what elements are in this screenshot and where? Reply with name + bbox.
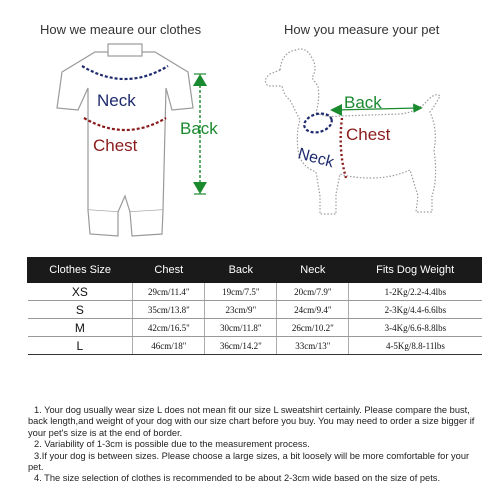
weight-cell: 4-5Kg/8.8-11lbs [349,337,482,355]
header-neck: Neck [277,258,349,283]
header-clothes-size: Clothes Size [28,258,133,283]
chest-cell: 42cm/16.5" [133,319,205,337]
clothes-neck-label: Neck [97,91,136,110]
note-2: 2. Variability of 1-3cm is possible due to the measurement process. [34,439,310,450]
header-back: Back [205,258,277,283]
size-cell: L [28,337,133,355]
note-3: 3.If your dog is between sizes. Please choose a large sizes, a bit loosely will be more comfortable for your pet. [28,450,470,473]
pet-back-label: Back [344,93,382,112]
neck-cell: 33cm/13" [277,337,349,355]
clothes-back-label: Back [180,119,218,138]
header-chest: Chest [133,258,205,283]
note-1: 1. Your dog usually wear size L does not mean fit our size L sweatshirt certainly. Please compare the bust, back length,and weight of your dog with our size chart before you buy. You may need to order a size bigger if your pet's size is at the end of border. [28,405,475,438]
table-row [28,283,482,301]
chest-cell: 46cm/18" [133,337,205,355]
back-cell: 19cm/7.5" [205,283,277,301]
table-row [28,301,482,319]
back-cell: 30cm/11.8" [205,319,277,337]
pet-chest-label: Chest [346,125,391,144]
pet-neck-label: Neck [295,145,336,172]
back-cell: 36cm/14.2" [205,337,277,355]
sweatshirt-illustration [57,44,218,236]
neck-cell: 26cm/10.2" [277,319,349,337]
weight-cell: 3-4Kg/6.6-8.8lbs [349,319,482,337]
chest-cell: 35cm/13.8" [133,301,205,319]
size-cell: S [28,301,133,319]
note-4: 4. The size selection of clothes is recommended to be about 2-3cm wide based on the size of pets. [34,473,441,484]
pet-measurements [296,93,418,178]
back-cell: 23cm/9" [205,301,277,319]
chest-cell: 29cm/11.4" [133,283,205,301]
pet-neck-measure-line [302,111,334,136]
size-cell: XS [28,283,133,301]
clothes-chest-label: Chest [93,136,138,155]
clothes-measure-heading: How we meaure our clothes [40,22,202,37]
table-row [28,319,482,337]
neck-cell: 24cm/9.4" [277,301,349,319]
size-notes [28,405,478,485]
weight-cell: 2-3Kg/4.4-6.6lbs [349,301,482,319]
pet-measure-heading: How you measure your pet [284,22,440,37]
size-chart-table [27,257,482,355]
neck-cell: 20cm/7.9" [277,283,349,301]
table-row [28,337,482,355]
weight-cell: 1-2Kg/2.2-4.4lbs [349,283,482,301]
size-cell: M [28,319,133,337]
size-chart-header-row [28,258,482,283]
header-fits-dog-weight: Fits Dog Weight [349,258,482,283]
